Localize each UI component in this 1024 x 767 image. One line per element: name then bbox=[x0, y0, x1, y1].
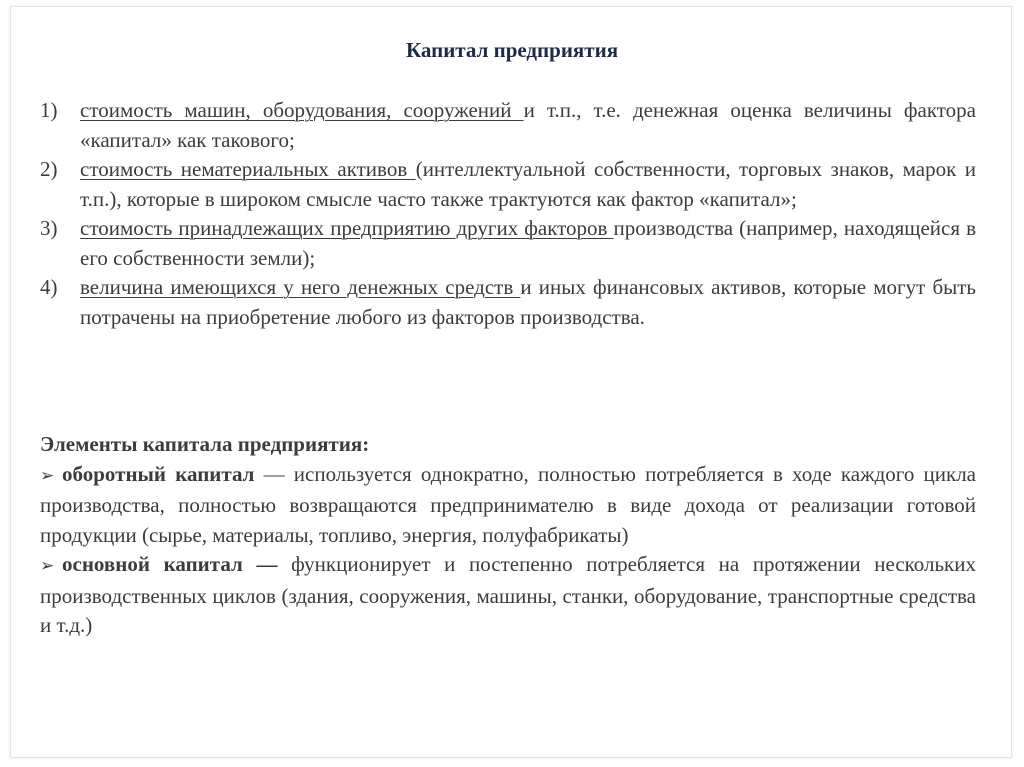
list-item bbox=[40, 155, 976, 214]
list-item-underlined-text: стоимость нематериальных активов bbox=[80, 157, 416, 181]
capital-definition-list bbox=[40, 96, 976, 332]
capital-elements-section bbox=[40, 430, 976, 641]
list-item-number: 4) bbox=[40, 275, 58, 299]
list-item-underlined-text: стоимость принадлежащих предприятию других факторов bbox=[80, 216, 614, 240]
list-item bbox=[40, 214, 976, 273]
list-item-underlined-text: величина имеющихся у него денежных средств bbox=[80, 275, 521, 299]
list-item-text: (интеллектуальной собственности, торговых знаков, марок и т.п.), которые в широком смысле часто также трактуются как фактор «капитал»; bbox=[80, 157, 976, 211]
bullet-text: функционирует и постепенно потребляется на протяжении нескольких производственных циклов (здания, сооружения, машины, станки, оборудование, транспортные средства и т.д.) bbox=[40, 552, 976, 637]
list-item bbox=[40, 273, 976, 332]
list-item-number: 1) bbox=[40, 98, 58, 122]
bullet-term: основной капитал — bbox=[62, 552, 278, 576]
list-item-underlined-text: стоимость машин, оборудования, сооружений bbox=[80, 98, 524, 122]
list-item bbox=[40, 96, 976, 155]
arrow-bullet-icon: ➢ bbox=[40, 556, 55, 576]
list-item-text: и т.п., т.е. денежная оценка величины фактора «капитал» как такового; bbox=[80, 98, 976, 152]
elements-heading: Элементы капитала предприятия: bbox=[40, 432, 370, 456]
bullet-item-working-capital bbox=[40, 460, 976, 551]
list-item-text: производства (например, находящейся в его собственности земли); bbox=[80, 216, 976, 270]
bullet-term: оборотный капитал bbox=[62, 461, 255, 486]
list-item-number: 2) bbox=[40, 157, 58, 181]
slide-title: Капитал предприятия bbox=[405, 38, 619, 62]
arrow-bullet-icon: ➢ bbox=[40, 465, 55, 486]
bullet-item-fixed-capital bbox=[40, 550, 976, 641]
list-item-text: и иных финансовых активов, которые могут быть потрачены на приобретение любого из факторов производства. bbox=[80, 275, 976, 329]
bullet-text: — используется однократно, полностью потребляется в ходе каждого цикла производства, полностью возвращаются предпринимателю в виде дохода от реализации готовой продукции (сырье, материалы, топливо, энергия, полуфабрикаты) bbox=[40, 461, 976, 547]
list-item-number: 3) bbox=[40, 216, 58, 240]
